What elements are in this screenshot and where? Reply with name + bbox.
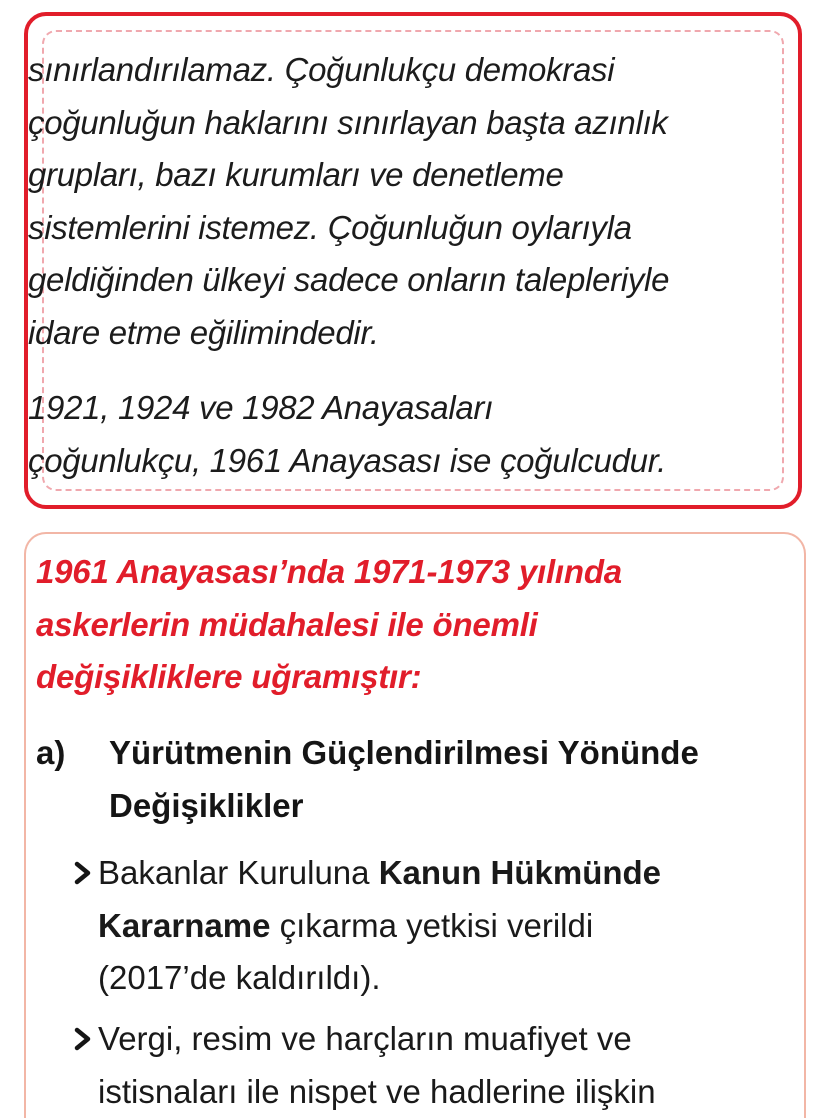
- callout-line: çoğunlukçu, 1961 Anayasası ise çoğulcudur.: [28, 441, 667, 479]
- bullet-text-segment: istisnaları ile nispet ve hadlerine ilişkin: [98, 1072, 656, 1110]
- callout-line: grupları, bazı kurumları ve denetleme: [28, 156, 564, 194]
- bullet-text-segment: Vergi, resim ve harçların muafiyet ve: [98, 1020, 632, 1057]
- title-line: değişikliklere uğramıştır:: [36, 658, 422, 695]
- content-section-box: [24, 532, 806, 1118]
- bullet-bold-term: Kanun Hükmünde: [378, 854, 662, 891]
- bullet-text: [98, 1013, 788, 1118]
- bullet-bold-term: Kararname: [98, 906, 271, 944]
- subheading-line: Yürütmenin Güçlendirilmesi Yönünde: [109, 734, 699, 771]
- callout-line: geldiğinden ülkeyi sadece onların talepleriyle: [28, 261, 670, 299]
- bullet-text-segment: Bakanlar Kuruluna: [98, 854, 379, 891]
- callout-paragraph-1: [28, 44, 768, 360]
- subheading-line: Değişiklikler: [109, 786, 304, 824]
- callout-line: idare etme eğilimindedir.: [28, 313, 379, 351]
- callout-line: 1921, 1924 ve 1982 Anayasaları: [28, 389, 493, 426]
- bullet-text: [98, 847, 788, 1005]
- chevron-right-icon: [72, 1027, 94, 1051]
- bullet-text-segment: çıkarma yetkisi verildi: [270, 906, 594, 944]
- subheading-text: [109, 727, 789, 832]
- callout-line: sistemlerini istemez. Çoğunluğun oylarıyla: [28, 208, 632, 246]
- bullet-text-segment: (2017’de kaldırıldı).: [98, 959, 381, 996]
- callout-paragraph-2: [28, 382, 768, 487]
- title-line: askerlerin müdahalesi ile önemli: [36, 605, 538, 643]
- callout-line: çoğunluğun haklarını sınırlayan başta azınlık: [28, 103, 668, 141]
- chevron-right-icon: [72, 861, 94, 885]
- section-title: [36, 546, 796, 704]
- callout-line: sınırlandırılamaz. Çoğunlukçu demokrasi: [28, 51, 615, 88]
- title-line: 1961 Anayasası’nda 1971-1973 yılında: [36, 553, 622, 590]
- list-marker: a): [36, 734, 66, 771]
